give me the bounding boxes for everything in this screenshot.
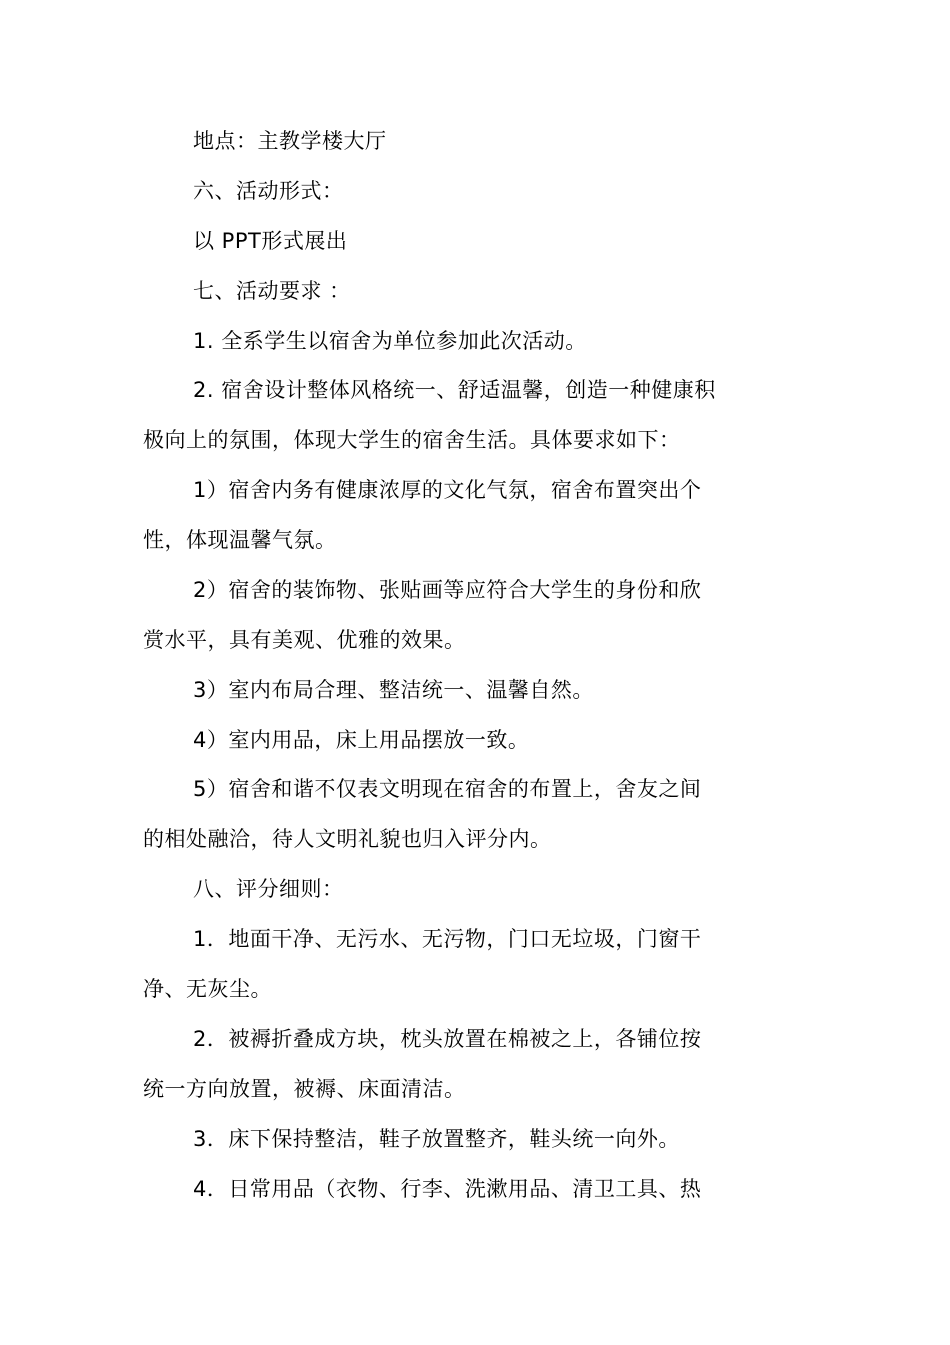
requirement-1-line: 1. 全系学生以宿舍为单位参加此次活动。 [193, 329, 587, 353]
scoring-item-1-line-2: 净、无灰尘。 [143, 977, 272, 1001]
scoring-item-2-line-1: 2．被褥折叠成方块，枕头放置在棉被之上，各铺位按 [193, 1027, 702, 1051]
sub-requirement-4-line: 4）室内用品，床上用品摆放一致。 [193, 728, 530, 752]
section-heading-requirements: 七、活动要求 ： [193, 279, 351, 303]
scoring-item-1-line-1: 1．地面干净、无污水、无污物，门口无垃圾，门窗干 [193, 927, 702, 951]
sub-requirement-5-line-1: 5）宿舍和谐不仅表文明现在宿舍的布置上，舍友之间 [193, 777, 702, 801]
scoring-item-4-line-1: 4．日常用品（衣物、行李、洗漱用品、清卫工具、热 [193, 1177, 702, 1201]
sub-requirement-5-line-2: 的相处融洽，待人文明礼貌也归入评分内。 [143, 827, 552, 851]
requirement-2-line-1: 2. 宿舍设计整体风格统一、舒适温馨，创造一种健康积 [193, 378, 716, 402]
sub-requirement-1-line-1: 1）宿舍内务有健康浓厚的文化气氛，宿舍布置突出个 [193, 478, 702, 502]
activity-format-line: 以 PPT形式展出 [193, 229, 348, 253]
sub-requirement-3-line: 3）室内布局合理、整洁统一、温馨自然。 [193, 678, 594, 702]
section-heading-activity-format: 六、活动形式： [193, 179, 344, 203]
requirement-2-line-2: 极向上的氛围，体现大学生的宿舍生活。具体要求如下： [143, 428, 681, 452]
scoring-item-3-line: 3．床下保持整洁，鞋子放置整齐，鞋头统一向外。 [193, 1127, 680, 1151]
scoring-item-2-line-2: 统一方向放置，被褥、床面清洁。 [143, 1077, 466, 1101]
sub-requirement-2-line-2: 赏水平，具有美观、优雅的效果。 [143, 628, 466, 652]
location-line: 地点：主教学楼大厅 [193, 129, 387, 153]
sub-requirement-1-line-2: 性，体现温馨气氛。 [143, 528, 337, 552]
sub-requirement-2-line-1: 2）宿舍的装饰物、张贴画等应符合大学生的身份和欣 [193, 578, 702, 602]
section-heading-scoring: 八、评分细则： [193, 877, 344, 901]
